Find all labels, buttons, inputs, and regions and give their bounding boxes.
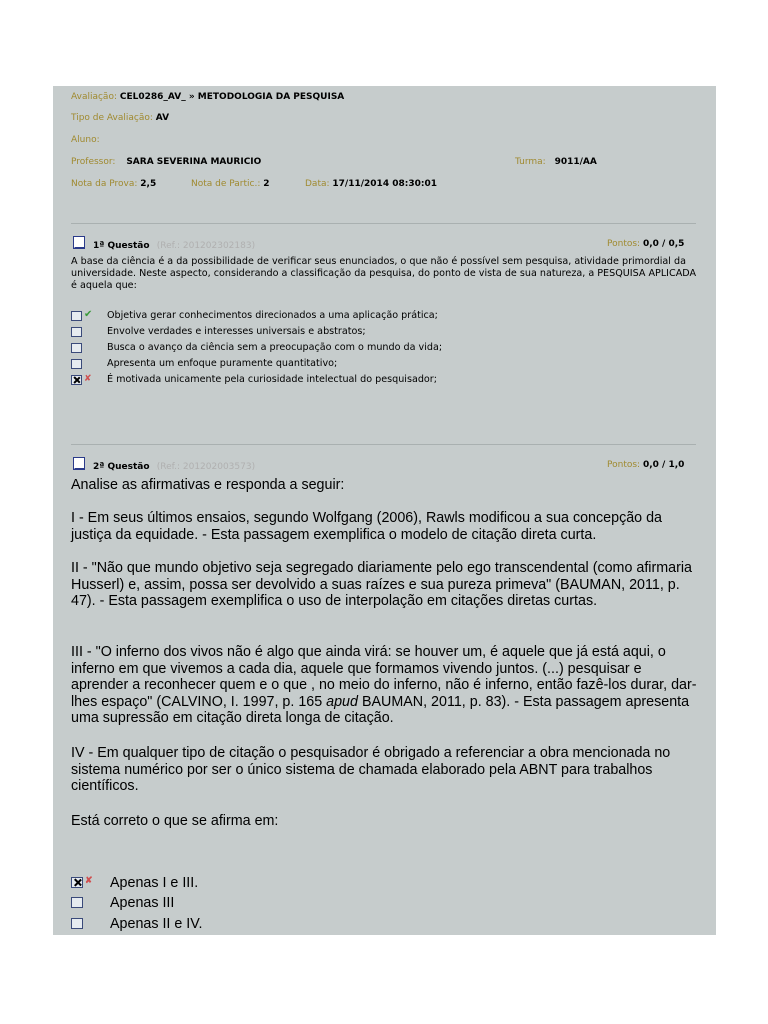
- option-text: É motivada unicamente pela curiosidade intelectual do pesquisador;: [107, 374, 437, 385]
- question-2-title: [93, 462, 255, 472]
- document-icon: [73, 457, 85, 470]
- apud-text: apud: [326, 693, 358, 710]
- nota-prova-value: 2,5: [140, 179, 157, 189]
- statement-text: IV - Em qualquer tipo de citação o pesquisador é obrigado a referenciar a obra mencionada no sistema numérico por ser o único sistema de chamada elaborado pela ABNT para trabalhos científicos.: [71, 745, 671, 794]
- tipo-label: Tipo de Avaliação:: [71, 113, 153, 123]
- checkbox-checked[interactable]: [71, 877, 83, 888]
- intro-text: Analise as afirmativas e responda a seguir:: [71, 477, 345, 493]
- statement-ii: [71, 560, 701, 610]
- wrong-icon: ✘: [85, 875, 93, 885]
- option-text: Apenas II e IV.: [110, 916, 203, 932]
- turma-value: 9011/AA: [554, 157, 597, 167]
- points-value: 0,0 / 0,5: [642, 239, 685, 249]
- turma-label: Turma:: [515, 157, 546, 167]
- professor-label: Professor:: [71, 157, 116, 167]
- separator: [71, 444, 696, 445]
- option-text: Apresenta um enfoque puramente quantitativo;: [107, 358, 338, 369]
- professor-row: [71, 157, 261, 167]
- option-text: Busca o avanço da ciência sem a preocupação com o mundo da vida;: [107, 342, 443, 353]
- statement-text-part: BAUMAN, 2011, p. 83). - Esta passagem apresenta uma supressão em citação direta longa de citação.: [71, 693, 690, 726]
- statement-text: II - "Não que mundo objetivo seja segregado diariamente pelo ego transcendental (como afirmaria Husserl) e, assim, possa ser devolvido a suas raízes e sua pureza primeva" (BAUMAN, 2011, p. 47). - Esta passagem exemplifica o uso de interpolação em citações diretas curtas.: [71, 560, 692, 609]
- checkbox[interactable]: [71, 918, 83, 929]
- question-1-ref: (Ref.: 201202302183): [156, 241, 256, 251]
- question-2-prompt: [71, 813, 701, 830]
- document-icon: [73, 236, 85, 249]
- nota-partic-label: Nota de Partic.:: [191, 179, 261, 189]
- avaliacao-value: CEL0286_AV_ » METODOLOGIA DA PESQUISA: [119, 92, 345, 102]
- question-1-points: [607, 239, 684, 249]
- option-text: Envolve verdades e interesses universais e abstratos;: [107, 326, 366, 337]
- question-1-number: 1ª Questão: [93, 241, 150, 251]
- points-label: Pontos:: [607, 460, 641, 470]
- points-value: 0,0 / 1,0: [642, 460, 685, 470]
- question-1-text: A base da ciência é a da possibilidade de verificar seus enunciados, o que não é possível sem pesquisa, atividade primordial da universidade. Neste aspecto, considerando a classificação da pesquisa, do ponto de vista de sua natureza, a PESQUISA APLICADA é aquela que:: [71, 256, 697, 291]
- statement-iv: [71, 745, 701, 795]
- aluno-row: [71, 135, 100, 145]
- option-text: Objetiva gerar conhecimentos direcionados a uma aplicação prática;: [107, 310, 438, 321]
- statement-i: [71, 510, 701, 543]
- prompt-text: Está correto o que se afirma em:: [71, 813, 279, 829]
- checkbox[interactable]: [71, 327, 82, 337]
- nota-prova-label: Nota da Prova:: [71, 179, 138, 189]
- data-value: 17/11/2014 08:30:01: [332, 179, 437, 189]
- tipo-value: AV: [155, 113, 170, 123]
- checkbox[interactable]: [71, 359, 82, 369]
- question-2-intro: [71, 477, 701, 494]
- statement-iii: [71, 644, 701, 727]
- nota-partic-value: 2: [263, 179, 270, 189]
- checkbox-checked[interactable]: [71, 375, 82, 385]
- nota-partic-row: [191, 179, 270, 189]
- statement-text: I - Em seus últimos ensaios, segundo Wolfgang (2006), Rawls modificou a sua concepção da justiça da equidade. - Esta passagem exemplifica o modelo de citação direta curta.: [71, 510, 662, 543]
- points-label: Pontos:: [607, 239, 641, 249]
- checkbox[interactable]: [71, 897, 83, 908]
- separator: [71, 223, 696, 224]
- exam-panel: [53, 86, 716, 935]
- question-1-title: [93, 241, 255, 251]
- tipo-row: [71, 113, 169, 123]
- avaliacao-label: Avaliação:: [71, 92, 117, 102]
- question-2-ref: (Ref.: 201202003573): [156, 462, 256, 472]
- avaliacao-row: [71, 92, 344, 102]
- wrong-icon: ✘: [84, 374, 92, 384]
- professor-value: SARA SEVERINA MAURICIO: [126, 157, 262, 167]
- nota-prova-row: [71, 179, 156, 189]
- checkbox[interactable]: [71, 343, 82, 353]
- statement-text: [71, 644, 701, 727]
- statement-text-part: III - "O inferno dos vivos não é algo que ainda virá: se houver um, é aquele que já está aqui, o inferno em que vivemos a cada dia, aquele que formamos vivendo juntos. (...) pesquisar e aprender a reconhecer quem e o que , no meio do inferno, não é inferno, então fazê-los durar, dar-lhes espaço" (CALVINO, I. 1997, p. 165: [71, 644, 697, 710]
- turma-row: [515, 157, 597, 167]
- checkbox[interactable]: [71, 311, 82, 321]
- check-icon: ✔: [84, 309, 93, 320]
- question-2-points: [607, 460, 684, 470]
- aluno-label: Aluno:: [71, 135, 100, 145]
- question-2-number: 2ª Questão: [93, 462, 150, 472]
- data-row: [305, 179, 437, 189]
- option-text: Apenas I e III.: [110, 875, 199, 891]
- data-label: Data:: [305, 179, 330, 189]
- option-text: Apenas III: [110, 895, 175, 911]
